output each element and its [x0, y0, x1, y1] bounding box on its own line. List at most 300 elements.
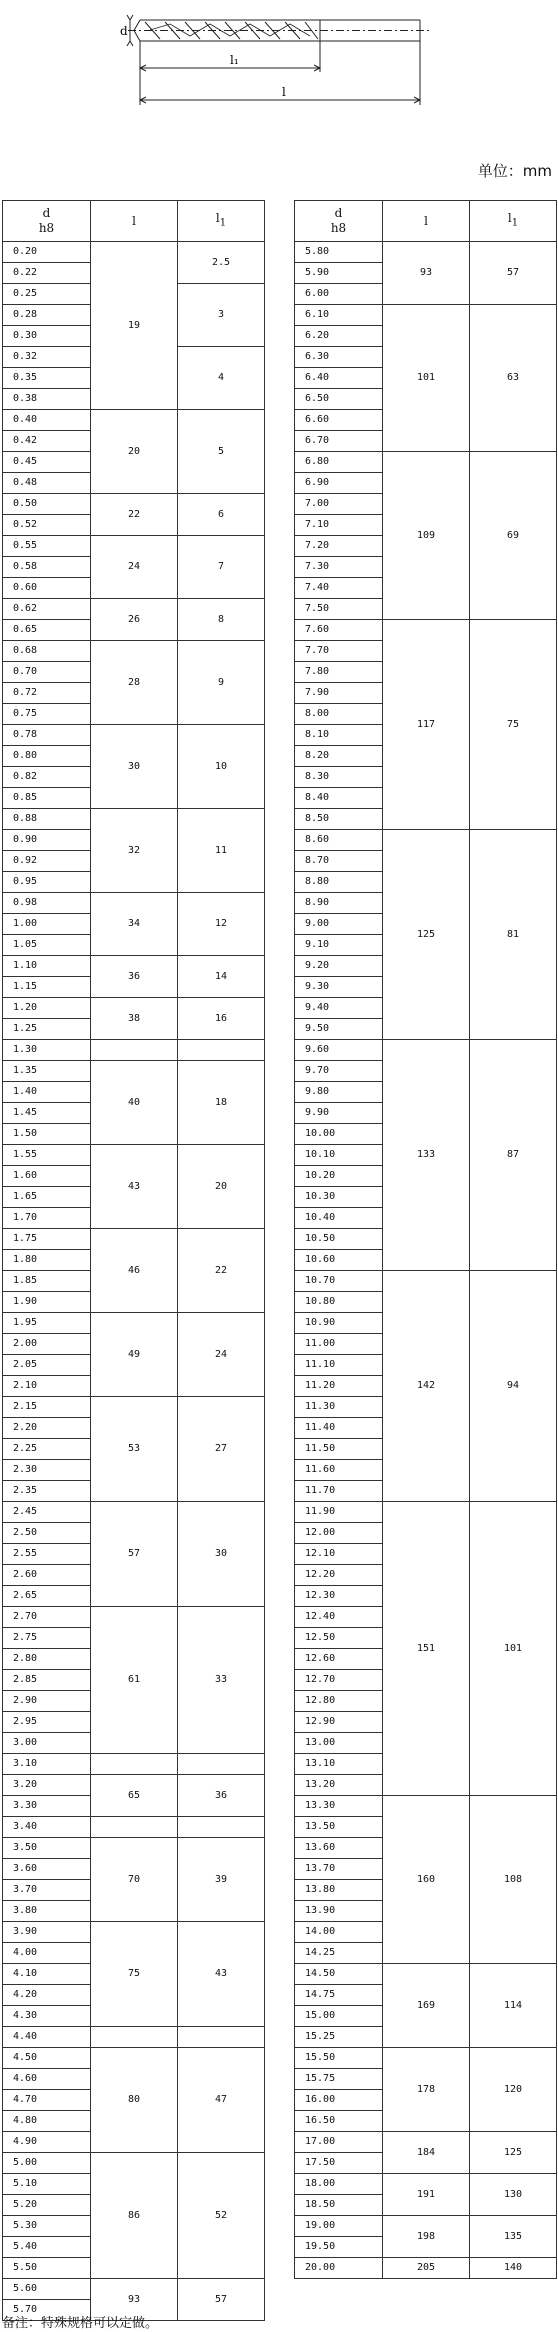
table-row — [295, 2174, 557, 2195]
cell-d: 8.70 — [295, 851, 383, 872]
cell-d: 1.10 — [3, 956, 91, 977]
cell-d: 4.20 — [3, 1985, 91, 2006]
cell-d: 4.00 — [3, 1943, 91, 1964]
cell-d: 7.30 — [295, 557, 383, 578]
table-row — [295, 1502, 557, 1523]
cell-l1: 5 — [178, 410, 265, 494]
cell-d: 5.10 — [3, 2174, 91, 2195]
cell-d: 15.00 — [295, 2006, 383, 2027]
cell-l1: 24 — [178, 1313, 265, 1397]
cell-d: 13.20 — [295, 1775, 383, 1796]
cell-l1: 7 — [178, 536, 265, 599]
spec-table-right — [294, 200, 557, 2279]
footnote: 备注：特殊规格可以定做。 — [2, 2316, 159, 2331]
cell-l1: 63 — [470, 305, 557, 452]
cell-d: 15.25 — [295, 2027, 383, 2048]
cell-d: 11.40 — [295, 1418, 383, 1439]
cell-l: 205 — [383, 2258, 470, 2279]
cell-l: 86 — [91, 2153, 178, 2279]
cell-d: 1.60 — [3, 1166, 91, 1187]
cell-d: 0.98 — [3, 893, 91, 914]
cell-l: 40 — [91, 1061, 178, 1145]
cell-d: 3.50 — [3, 1838, 91, 1859]
table-row — [3, 536, 265, 557]
cell-d: 9.80 — [295, 1082, 383, 1103]
table-row — [295, 830, 557, 851]
cell-l1: 57 — [178, 2279, 265, 2321]
cell-d: 9.10 — [295, 935, 383, 956]
cell-l1: 130 — [470, 2174, 557, 2216]
diagram-label-l: l — [282, 85, 286, 99]
cell-d: 11.90 — [295, 1502, 383, 1523]
cell-d: 20.00 — [295, 2258, 383, 2279]
header-l: l — [383, 201, 470, 242]
cell-d: 8.20 — [295, 746, 383, 767]
cell-d: 5.20 — [3, 2195, 91, 2216]
cell-d: 17.00 — [295, 2132, 383, 2153]
cell-l: 93 — [383, 242, 470, 305]
cell-l: 22 — [91, 494, 178, 536]
cell-l: 19 — [91, 242, 178, 410]
table-row — [3, 1838, 265, 1859]
cell-d: 7.80 — [295, 662, 383, 683]
cell-d: 14.75 — [295, 1985, 383, 2006]
table-row — [3, 1313, 265, 1334]
cell-d: 19.00 — [295, 2216, 383, 2237]
diagram-label-d: d — [120, 24, 128, 38]
cell-l: 169 — [383, 1964, 470, 2048]
cell-d: 12.40 — [295, 1607, 383, 1628]
table-row — [295, 242, 557, 263]
table-row — [3, 494, 265, 515]
cell-d: 11.20 — [295, 1376, 383, 1397]
cell-l1: 120 — [470, 2048, 557, 2132]
cell-d: 10.10 — [295, 1145, 383, 1166]
table-row — [295, 305, 557, 326]
table-row — [3, 410, 265, 431]
cell-l1: 20 — [178, 1145, 265, 1229]
cell-d: 8.90 — [295, 893, 383, 914]
cell-d: 11.50 — [295, 1439, 383, 1460]
cell-d: 12.10 — [295, 1544, 383, 1565]
cell-d: 2.35 — [3, 1481, 91, 1502]
cell-l1: 22 — [178, 1229, 265, 1313]
cell-l: 49 — [91, 1313, 178, 1397]
cell-d: 11.10 — [295, 1355, 383, 1376]
cell-l1: 10 — [178, 725, 265, 809]
cell-d: 13.10 — [295, 1754, 383, 1775]
cell-d: 8.40 — [295, 788, 383, 809]
table-row — [3, 1502, 265, 1523]
cell-d: 0.28 — [3, 305, 91, 326]
cell-d: 13.30 — [295, 1796, 383, 1817]
cell-d: 11.70 — [295, 1481, 383, 1502]
table-row — [3, 2153, 265, 2174]
cell-l1: 3 — [178, 284, 265, 347]
cell-d: 12.30 — [295, 1586, 383, 1607]
cell-d: 1.45 — [3, 1103, 91, 1124]
table-row — [3, 1061, 265, 1082]
cell-d: 0.65 — [3, 620, 91, 641]
cell-d: 0.32 — [3, 347, 91, 368]
table-row — [3, 599, 265, 620]
table-row — [295, 2048, 557, 2069]
cell-d: 0.68 — [3, 641, 91, 662]
cell-d: 0.85 — [3, 788, 91, 809]
cell-l1: 6 — [178, 494, 265, 536]
cell-l: 160 — [383, 1796, 470, 1964]
cell-d: 9.00 — [295, 914, 383, 935]
cell-d: 0.42 — [3, 431, 91, 452]
cell-d: 2.30 — [3, 1460, 91, 1481]
cell-d: 0.38 — [3, 389, 91, 410]
cell-d: 9.70 — [295, 1061, 383, 1082]
cell-d: 1.05 — [3, 935, 91, 956]
cell-d: 13.50 — [295, 1817, 383, 1838]
cell-d: 13.00 — [295, 1733, 383, 1754]
cell-l — [91, 1817, 178, 1838]
cell-d: 4.70 — [3, 2090, 91, 2111]
table-row — [3, 956, 265, 977]
cell-d: 0.30 — [3, 326, 91, 347]
cell-l: 53 — [91, 1397, 178, 1502]
table-row — [295, 2258, 557, 2279]
cell-l: 125 — [383, 830, 470, 1040]
cell-d: 0.95 — [3, 872, 91, 893]
table-row — [3, 809, 265, 830]
cell-d: 2.80 — [3, 1649, 91, 1670]
cell-d: 9.40 — [295, 998, 383, 1019]
cell-d: 8.10 — [295, 725, 383, 746]
cell-d: 7.40 — [295, 578, 383, 599]
cell-l: 65 — [91, 1775, 178, 1817]
cell-d: 10.70 — [295, 1271, 383, 1292]
cell-d: 11.00 — [295, 1334, 383, 1355]
cell-l: 28 — [91, 641, 178, 725]
cell-d: 0.92 — [3, 851, 91, 872]
cell-l1: 27 — [178, 1397, 265, 1502]
cell-l: 109 — [383, 452, 470, 620]
header-l: l — [91, 201, 178, 242]
cell-d: 8.80 — [295, 872, 383, 893]
cell-l1: 4 — [178, 347, 265, 410]
cell-l1: 39 — [178, 1838, 265, 1922]
header-l1: $l_1$ — [470, 201, 557, 242]
cell-d: 9.90 — [295, 1103, 383, 1124]
cell-l1: 52 — [178, 2153, 265, 2279]
cell-d: 11.30 — [295, 1397, 383, 1418]
cell-d: 3.70 — [3, 1880, 91, 1901]
table-row — [3, 2048, 265, 2069]
cell-l1 — [178, 1040, 265, 1061]
header-l1: $l_1$ — [178, 201, 265, 242]
cell-l: 26 — [91, 599, 178, 641]
cell-d: 1.40 — [3, 1082, 91, 1103]
table-row — [295, 1040, 557, 1061]
cell-d: 6.60 — [295, 410, 383, 431]
cell-d: 19.50 — [295, 2237, 383, 2258]
table-row — [3, 1817, 265, 1838]
cell-l1: 2.5 — [178, 242, 265, 284]
cell-l1: 57 — [470, 242, 557, 305]
table-body — [3, 242, 265, 2321]
cell-l: 61 — [91, 1607, 178, 1754]
cell-d: 7.00 — [295, 494, 383, 515]
diagram-label-l1: l₁ — [230, 53, 239, 67]
cell-d: 6.70 — [295, 431, 383, 452]
cell-d: 1.30 — [3, 1040, 91, 1061]
cell-d: 0.45 — [3, 452, 91, 473]
cell-d: 0.80 — [3, 746, 91, 767]
cell-l1: 140 — [470, 2258, 557, 2279]
cell-l1: 81 — [470, 830, 557, 1040]
cell-d: 0.55 — [3, 536, 91, 557]
cell-d: 8.60 — [295, 830, 383, 851]
cell-l1: 8 — [178, 599, 265, 641]
cell-d: 9.50 — [295, 1019, 383, 1040]
cell-d: 9.20 — [295, 956, 383, 977]
cell-d: 8.00 — [295, 704, 383, 725]
cell-d: 9.60 — [295, 1040, 383, 1061]
cell-d: 4.90 — [3, 2132, 91, 2153]
cell-d: 17.50 — [295, 2153, 383, 2174]
cell-l1 — [178, 1754, 265, 1775]
table-row — [3, 1754, 265, 1775]
cell-l1: 30 — [178, 1502, 265, 1607]
cell-d: 10.90 — [295, 1313, 383, 1334]
cell-d: 3.90 — [3, 1922, 91, 1943]
cell-d: 8.30 — [295, 767, 383, 788]
header-d: d h8 — [295, 201, 383, 242]
cell-l1: 101 — [470, 1502, 557, 1796]
cell-l1: 16 — [178, 998, 265, 1040]
cell-d: 12.60 — [295, 1649, 383, 1670]
cell-d: 13.60 — [295, 1838, 383, 1859]
cell-d: 1.80 — [3, 1250, 91, 1271]
cell-d: 3.80 — [3, 1901, 91, 1922]
cell-d: 2.15 — [3, 1397, 91, 1418]
cell-d: 7.60 — [295, 620, 383, 641]
cell-d: 1.95 — [3, 1313, 91, 1334]
cell-d: 11.60 — [295, 1460, 383, 1481]
cell-d: 5.50 — [3, 2258, 91, 2279]
cell-d: 1.70 — [3, 1208, 91, 1229]
cell-d: 0.25 — [3, 284, 91, 305]
cell-l1: 11 — [178, 809, 265, 893]
cell-d: 7.90 — [295, 683, 383, 704]
cell-d: 4.40 — [3, 2027, 91, 2048]
cell-l: 57 — [91, 1502, 178, 1607]
table-row — [295, 1796, 557, 1817]
cell-d: 2.75 — [3, 1628, 91, 1649]
cell-d: 2.55 — [3, 1544, 91, 1565]
cell-l1: 33 — [178, 1607, 265, 1754]
cell-l: 117 — [383, 620, 470, 830]
cell-d: 3.00 — [3, 1733, 91, 1754]
cell-l1: 69 — [470, 452, 557, 620]
cell-l: 75 — [91, 1922, 178, 2027]
cell-d: 18.00 — [295, 2174, 383, 2195]
cell-l: 70 — [91, 1838, 178, 1922]
cell-d: 0.58 — [3, 557, 91, 578]
cell-d: 1.35 — [3, 1061, 91, 1082]
cell-d: 18.50 — [295, 2195, 383, 2216]
table-row — [3, 1397, 265, 1418]
table-row — [295, 2132, 557, 2153]
cell-d: 0.70 — [3, 662, 91, 683]
cell-d: 4.30 — [3, 2006, 91, 2027]
table-row — [3, 1922, 265, 1943]
cell-d: 12.80 — [295, 1691, 383, 1712]
cell-d: 4.60 — [3, 2069, 91, 2090]
cell-d: 14.25 — [295, 1943, 383, 1964]
cell-l1: 47 — [178, 2048, 265, 2153]
table-row — [3, 2027, 265, 2048]
cell-d: 2.60 — [3, 1565, 91, 1586]
cell-d: 4.80 — [3, 2111, 91, 2132]
cell-l: 93 — [91, 2279, 178, 2321]
cell-l1 — [178, 1817, 265, 1838]
table-row — [3, 893, 265, 914]
cell-d: 5.80 — [295, 242, 383, 263]
table-row — [3, 1040, 265, 1061]
cell-d: 2.05 — [3, 1355, 91, 1376]
cell-d: 5.40 — [3, 2237, 91, 2258]
cell-d: 3.30 — [3, 1796, 91, 1817]
table-row — [3, 1607, 265, 1628]
cell-d: 0.75 — [3, 704, 91, 725]
cell-l: 20 — [91, 410, 178, 494]
cell-d: 6.10 — [295, 305, 383, 326]
cell-l: 38 — [91, 998, 178, 1040]
cell-l1: 135 — [470, 2216, 557, 2258]
drill-diagram — [0, 0, 558, 120]
cell-d: 10.20 — [295, 1166, 383, 1187]
cell-d: 3.10 — [3, 1754, 91, 1775]
cell-d: 0.48 — [3, 473, 91, 494]
table-row — [3, 998, 265, 1019]
cell-d: 10.30 — [295, 1187, 383, 1208]
cell-d: 12.70 — [295, 1670, 383, 1691]
cell-d: 0.72 — [3, 683, 91, 704]
table-row — [3, 725, 265, 746]
cell-l: 191 — [383, 2174, 470, 2216]
cell-l: 178 — [383, 2048, 470, 2132]
cell-d: 10.50 — [295, 1229, 383, 1250]
cell-l1: 75 — [470, 620, 557, 830]
cell-l1: 125 — [470, 2132, 557, 2174]
cell-d: 2.10 — [3, 1376, 91, 1397]
cell-d: 13.80 — [295, 1880, 383, 1901]
cell-d: 2.00 — [3, 1334, 91, 1355]
cell-l1: 9 — [178, 641, 265, 725]
cell-d: 13.90 — [295, 1901, 383, 1922]
cell-l1: 12 — [178, 893, 265, 956]
cell-d: 6.90 — [295, 473, 383, 494]
cell-l: 184 — [383, 2132, 470, 2174]
cell-l: 24 — [91, 536, 178, 599]
cell-d: 1.25 — [3, 1019, 91, 1040]
table-body — [295, 242, 557, 2279]
cell-d: 1.20 — [3, 998, 91, 1019]
cell-d: 7.50 — [295, 599, 383, 620]
cell-d: 4.10 — [3, 1964, 91, 1985]
cell-d: 16.00 — [295, 2090, 383, 2111]
cell-l1 — [178, 2027, 265, 2048]
cell-l — [91, 2027, 178, 2048]
cell-d: 7.20 — [295, 536, 383, 557]
cell-d: 5.60 — [3, 2279, 91, 2300]
cell-d: 0.62 — [3, 599, 91, 620]
cell-d: 8.50 — [295, 809, 383, 830]
cell-d: 0.82 — [3, 767, 91, 788]
cell-d: 3.40 — [3, 1817, 91, 1838]
cell-d: 14.50 — [295, 1964, 383, 1985]
cell-d: 1.90 — [3, 1292, 91, 1313]
cell-d: 2.65 — [3, 1586, 91, 1607]
cell-d: 6.00 — [295, 284, 383, 305]
cell-d: 6.50 — [295, 389, 383, 410]
spec-table-left — [2, 200, 265, 2321]
cell-d: 1.50 — [3, 1124, 91, 1145]
cell-l1: 14 — [178, 956, 265, 998]
cell-d: 15.50 — [295, 2048, 383, 2069]
cell-d: 1.55 — [3, 1145, 91, 1166]
cell-d: 1.00 — [3, 914, 91, 935]
cell-d: 6.30 — [295, 347, 383, 368]
cell-d: 6.20 — [295, 326, 383, 347]
cell-d: 3.60 — [3, 1859, 91, 1880]
cell-l: 34 — [91, 893, 178, 956]
cell-d: 5.70 — [3, 2300, 91, 2321]
cell-d: 0.20 — [3, 242, 91, 263]
cell-d: 12.20 — [295, 1565, 383, 1586]
unit-label: 单位：mm — [477, 162, 552, 180]
cell-d: 2.45 — [3, 1502, 91, 1523]
cell-d: 1.85 — [3, 1271, 91, 1292]
cell-d: 0.88 — [3, 809, 91, 830]
cell-l: 142 — [383, 1271, 470, 1502]
cell-d: 16.50 — [295, 2111, 383, 2132]
cell-l: 30 — [91, 725, 178, 809]
cell-d: 1.75 — [3, 1229, 91, 1250]
cell-d: 5.30 — [3, 2216, 91, 2237]
cell-l: 133 — [383, 1040, 470, 1271]
table-row — [3, 242, 265, 263]
cell-l1: 43 — [178, 1922, 265, 2027]
cell-d: 13.70 — [295, 1859, 383, 1880]
table-row — [3, 641, 265, 662]
cell-l1: 36 — [178, 1775, 265, 1817]
cell-l: 80 — [91, 2048, 178, 2153]
cell-l — [91, 1754, 178, 1775]
cell-d: 2.25 — [3, 1439, 91, 1460]
cell-d: 1.65 — [3, 1187, 91, 1208]
cell-l: 46 — [91, 1229, 178, 1313]
cell-d: 0.35 — [3, 368, 91, 389]
cell-d: 7.10 — [295, 515, 383, 536]
header-d: d h8 — [3, 201, 91, 242]
cell-l: 36 — [91, 956, 178, 998]
table-row — [295, 452, 557, 473]
cell-l — [91, 1040, 178, 1061]
cell-l1: 114 — [470, 1964, 557, 2048]
cell-l: 151 — [383, 1502, 470, 1796]
cell-d: 10.40 — [295, 1208, 383, 1229]
cell-d: 0.52 — [3, 515, 91, 536]
cell-l: 32 — [91, 809, 178, 893]
table-row — [295, 1271, 557, 1292]
